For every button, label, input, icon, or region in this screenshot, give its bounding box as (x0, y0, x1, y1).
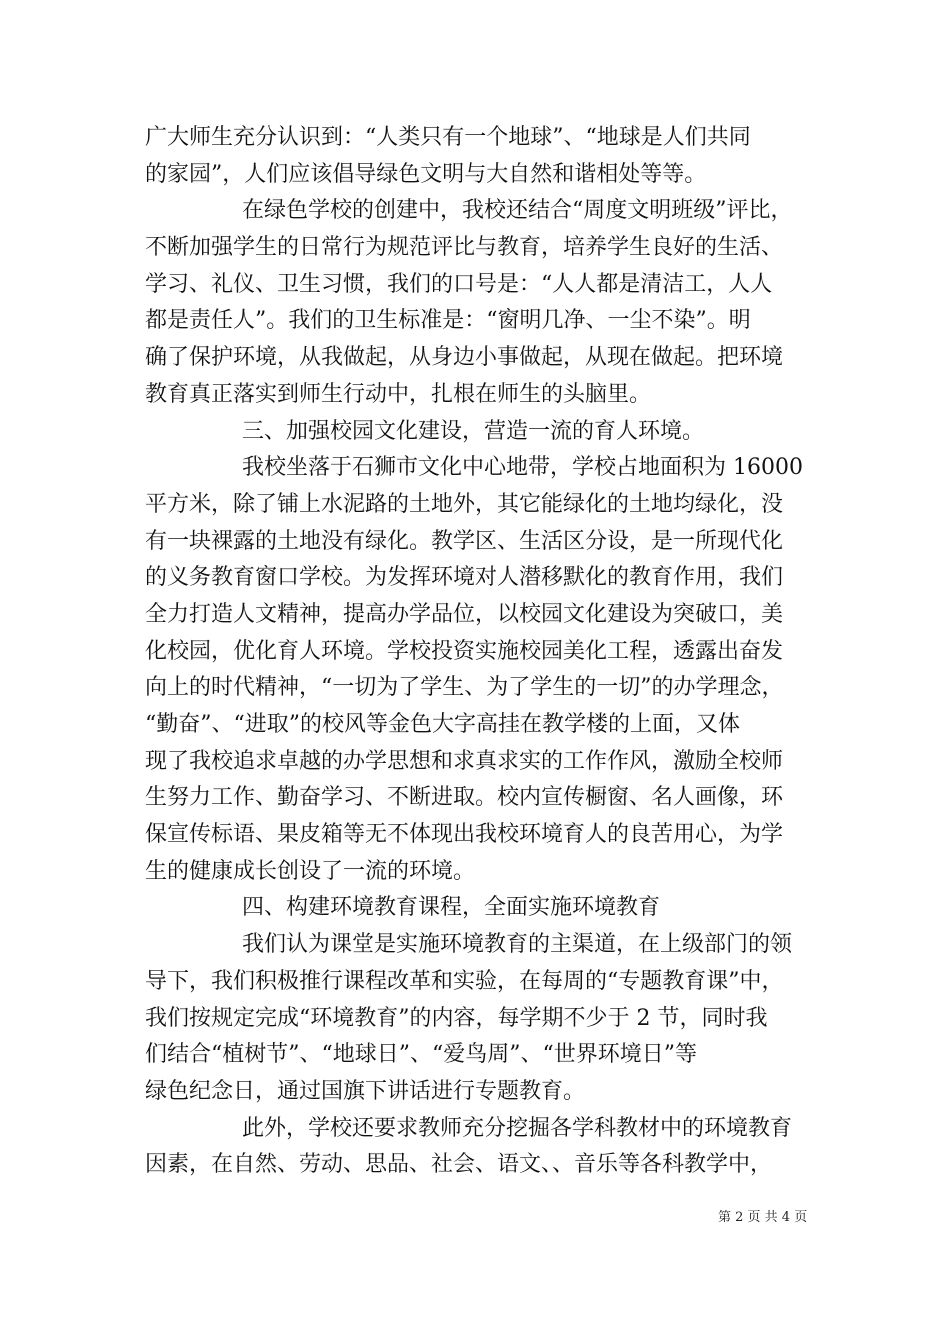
text-line: 教育真正落实到师生行动中，扎根在师生的头脑里。 (145, 381, 652, 407)
text-line: 的义务教育窗口学校。为发挥环境对人潜移默化的教育作用，我们 (145, 565, 784, 591)
text-line: 不断加强学生的日常行为规范评比与教育，培养学生良好的生活、 (145, 235, 784, 261)
paragraph (145, 414, 815, 451)
text-line: 向上的时代精神，“一切为了学生、为了学生的一切”的办学理念， (145, 675, 784, 701)
text-line: 都是责任人”。我们的卫生标准是：“窗明几净、一尘不染”。明 (145, 308, 751, 334)
text-line: 因素，在自然、劳动、思品、社会、语文、、音乐等各科教学中， (145, 1152, 773, 1178)
text-line: 此外，学校还要求教师充分挖掘各学科教材中的环境教育 (242, 1115, 793, 1141)
text-line: 全力打造人文精神，提高办学品位，以校园文化建设为突破口，美 (145, 601, 784, 627)
text-line: 保宣传标语、果皮箱等无不体现出我校环境育人的良苦用心，为学 (145, 822, 784, 848)
text-line: 我校坐落于石狮市文化中心地带，学校占地面积为 16000 (242, 455, 803, 481)
text-line: 平方米，除了铺上水泥路的土地外，其它能绿化的土地均绿化，没 (145, 491, 784, 517)
document-body (145, 120, 815, 1184)
text-line: 生的健康成长创设了一流的环境。 (145, 858, 476, 884)
page-number-footer: 第 2 页 共 4 页 (718, 1210, 808, 1225)
text-line: 生努力工作、勤奋学习、不断进取。校内宣传橱窗、名人画像，环 (145, 785, 784, 811)
paragraph (145, 193, 815, 413)
text-line: “勤奋”、“进取”的校风等金色大字高挂在教学楼的上面，又体 (145, 712, 740, 737)
text-line: 们结合“植树节”、“地球日”、“爱鸟周”、“世界环境日”等 (145, 1042, 697, 1068)
paragraph (145, 1111, 815, 1184)
paragraph (145, 890, 815, 927)
text-line: 确了保护环境，从我做起，从身边小事做起，从现在做起。把环境 (145, 345, 784, 371)
text-line: 我们按规定完成“环境教育”的内容，每学期不少于 2 节，同时我 (145, 1005, 768, 1031)
text-line: 绿色纪念日，通过国旗下讲话进行专题教育。 (145, 1078, 586, 1104)
text-line: 化校园，优化育人环境。学校投资实施校园美化工程，透露出奋发 (145, 638, 784, 664)
paragraph (145, 450, 815, 890)
text-line: 学习、礼仪、卫生习惯，我们的口号是：“人人都是清洁工，人人 (145, 271, 773, 297)
paragraph (145, 927, 815, 1110)
text-line: 广大师生充分认识到：“人类只有一个地球”、“地球是人们共同 (145, 125, 751, 150)
paragraph (145, 120, 815, 193)
text-line: 现了我校追求卓越的办学思想和求真求实的工作作风，激励全校师 (145, 748, 784, 774)
text-line: 三、加强校园文化建设，营造一流的育人环境。 (242, 418, 705, 444)
text-line: 我们认为课堂是实施环境教育的主渠道，在上级部门的领 (242, 932, 793, 958)
text-line: 四、构建环境教育课程，全面实施环境教育 (242, 895, 661, 921)
text-line: 有一块裸露的土地没有绿化。教学区、生活区分设，是一所现代化 (145, 528, 784, 554)
text-line: 在绿色学校的创建中，我校还结合“周度文明班级”评比， (242, 198, 793, 224)
text-line: 的家园”，人们应该倡导绿色文明与大自然和谐相处等等。 (145, 161, 707, 187)
text-line: 导下，我们积极推行课程改革和实验，在每周的“专题教育课”中， (145, 968, 784, 994)
